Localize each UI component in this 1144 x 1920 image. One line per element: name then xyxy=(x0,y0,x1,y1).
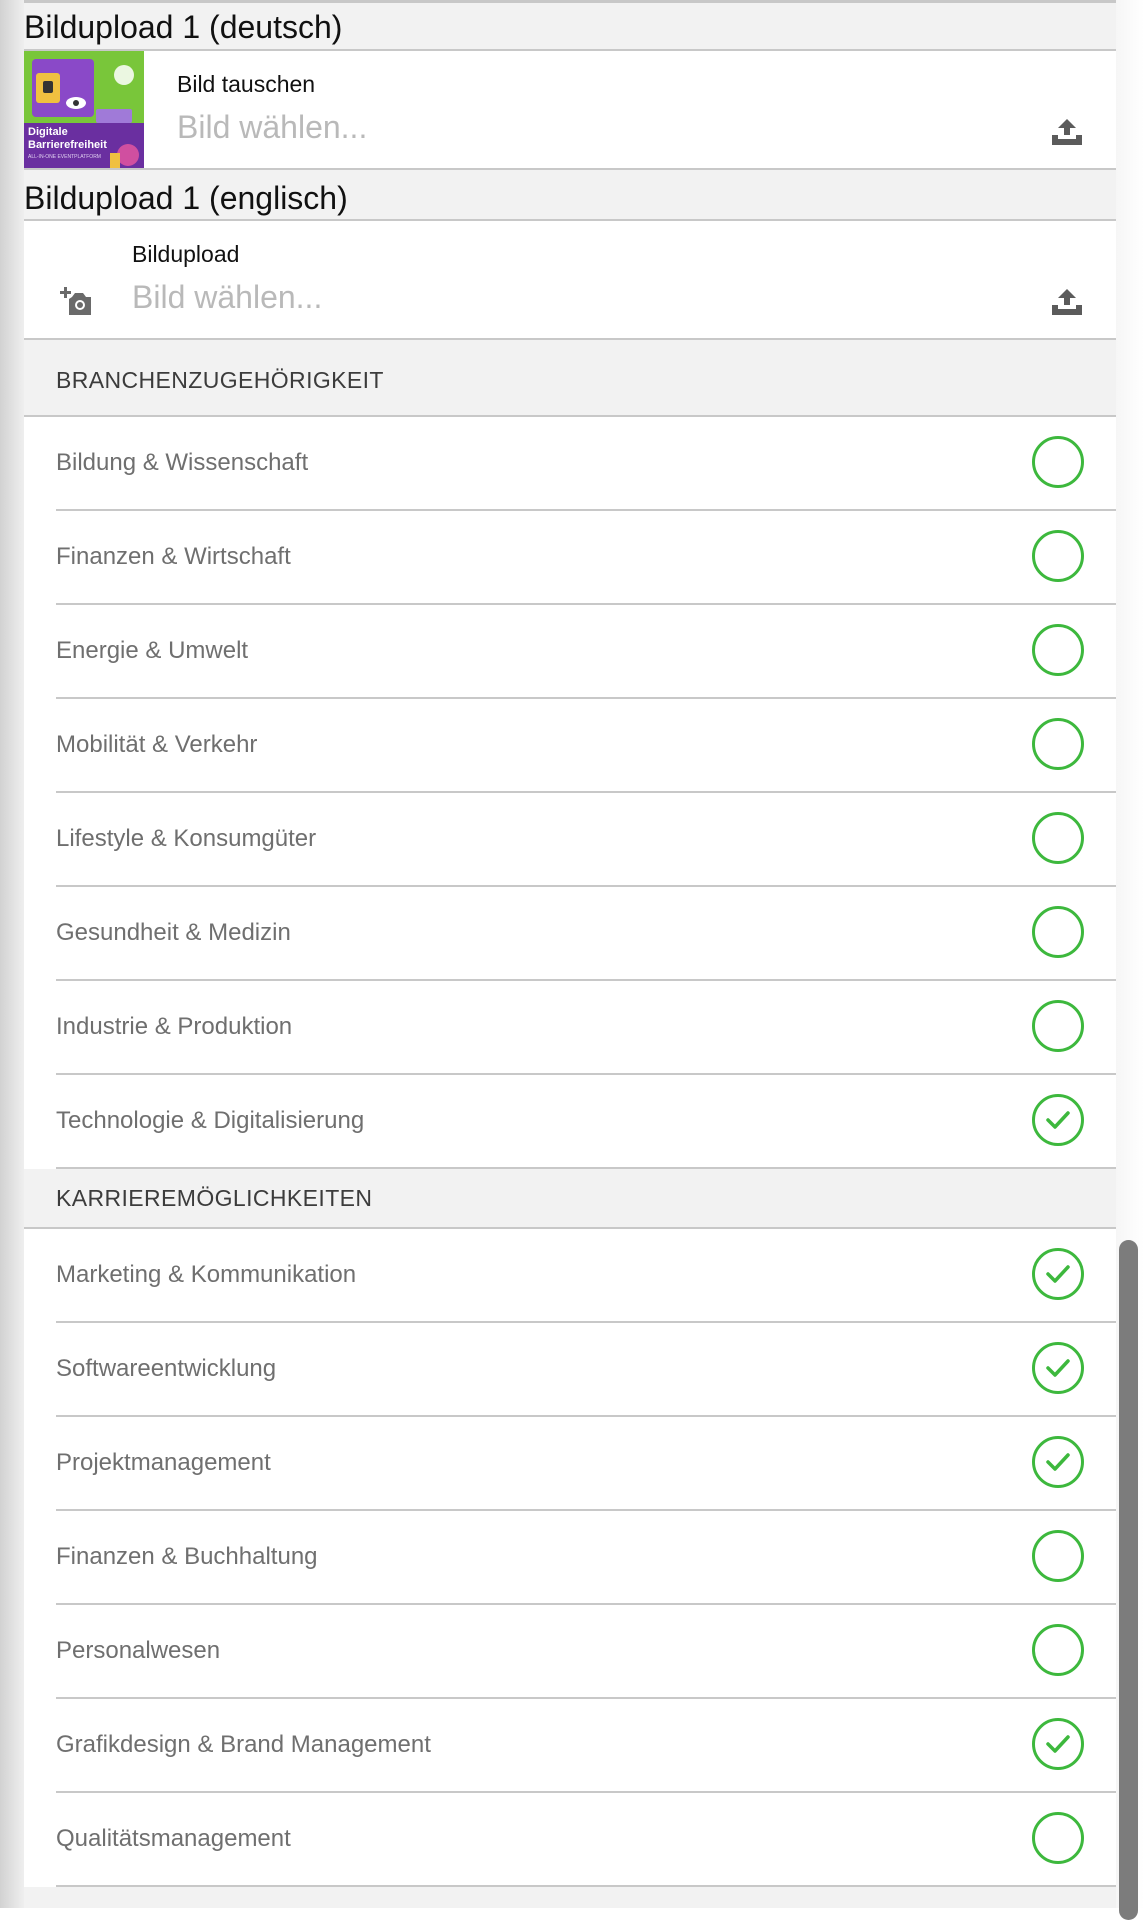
unchecked-circle-icon[interactable] xyxy=(1032,1624,1084,1676)
list-item[interactable] xyxy=(56,887,1116,981)
list-item-label: Personalwesen xyxy=(56,1637,221,1664)
list-item[interactable] xyxy=(56,793,1116,887)
list-item-label: Gesundheit & Medizin xyxy=(56,919,291,946)
upload-en-field[interactable] xyxy=(24,221,1116,340)
list-item-label: Technologie & Digitalisierung xyxy=(56,1107,365,1134)
unchecked-circle-icon[interactable] xyxy=(1032,812,1084,864)
unchecked-circle-icon[interactable] xyxy=(1032,436,1084,488)
list-item[interactable] xyxy=(56,1793,1116,1887)
thumbnail-graphic xyxy=(24,51,144,168)
karriere-list xyxy=(24,1229,1116,1887)
list-item[interactable] xyxy=(56,605,1116,699)
list-item-label: Qualitätsmanagement xyxy=(56,1825,291,1852)
checked-circle-icon[interactable] xyxy=(1032,1342,1084,1394)
list-item[interactable] xyxy=(56,1605,1116,1699)
upload-en-title: Bildupload 1 (englisch) xyxy=(24,170,1116,221)
list-item[interactable] xyxy=(56,1323,1116,1417)
list-item-label: Lifestyle & Konsumgüter xyxy=(56,825,317,852)
checked-circle-icon[interactable] xyxy=(1032,1094,1084,1146)
left-edge-shadow xyxy=(0,0,24,1908)
upload-de-label: Bild tauschen xyxy=(177,71,316,97)
thumbnail-text-1: Digitale xyxy=(28,126,68,138)
list-item-label: Mobilität & Verkehr xyxy=(56,731,258,758)
checked-circle-icon[interactable] xyxy=(1032,1718,1084,1770)
upload-icon[interactable] xyxy=(1050,117,1084,147)
list-item-label: Projektmanagement xyxy=(56,1449,271,1476)
unchecked-circle-icon[interactable] xyxy=(1032,718,1084,770)
thumbnail-text-2: Barrierefreiheit xyxy=(28,139,107,151)
list-item-label: Softwareentwicklung xyxy=(56,1355,277,1382)
thumbnail-text-3: ALL-IN-ONE EVENTPLATFORM xyxy=(28,154,101,160)
list-item-label: Finanzen & Buchhaltung xyxy=(56,1543,318,1570)
list-item-label: Industrie & Produktion xyxy=(56,1013,293,1040)
list-item[interactable] xyxy=(56,1417,1116,1511)
list-item-label: Energie & Umwelt xyxy=(56,637,249,664)
checked-circle-icon[interactable] xyxy=(1032,1436,1084,1488)
list-item[interactable] xyxy=(56,1075,1116,1169)
branchen-header: BRANCHENZUGEHÖRIGKEIT xyxy=(24,340,1116,417)
upload-icon[interactable] xyxy=(1050,287,1084,317)
list-item-label: Finanzen & Wirtschaft xyxy=(56,543,291,570)
list-item[interactable] xyxy=(56,1699,1116,1793)
karriere-header: KARRIEREMÖGLICHKEITEN xyxy=(24,1169,1116,1229)
scrollbar-thumb[interactable] xyxy=(1119,1240,1138,1920)
list-item-label: Grafikdesign & Brand Management xyxy=(56,1731,431,1758)
list-item[interactable] xyxy=(56,511,1116,605)
list-item[interactable] xyxy=(56,981,1116,1075)
list-item[interactable] xyxy=(56,699,1116,793)
list-item-label: Bildung & Wissenschaft xyxy=(56,449,309,476)
unchecked-circle-icon[interactable] xyxy=(1032,624,1084,676)
list-item[interactable] xyxy=(56,417,1116,511)
list-item-label: Marketing & Kommunikation xyxy=(56,1261,357,1288)
unchecked-circle-icon[interactable] xyxy=(1032,906,1084,958)
list-item[interactable] xyxy=(56,1511,1116,1605)
upload-de-title: Bildupload 1 (deutsch) xyxy=(24,3,1116,51)
upload-en-placeholder[interactable]: Bild wählen... xyxy=(132,279,323,315)
upload-de-placeholder[interactable]: Bild wählen... xyxy=(177,109,368,145)
uploaded-image-thumbnail[interactable] xyxy=(24,51,144,168)
unchecked-circle-icon[interactable] xyxy=(1032,530,1084,582)
upload-de-field[interactable] xyxy=(24,51,1116,170)
list-item[interactable] xyxy=(56,1229,1116,1323)
unchecked-circle-icon[interactable] xyxy=(1032,1812,1084,1864)
form-content xyxy=(24,0,1116,1908)
unchecked-circle-icon[interactable] xyxy=(1032,1530,1084,1582)
unchecked-circle-icon[interactable] xyxy=(1032,1000,1084,1052)
add-photo-icon[interactable] xyxy=(60,285,92,317)
branchen-list xyxy=(24,417,1116,1169)
upload-en-label: Bildupload xyxy=(132,241,240,267)
checked-circle-icon[interactable] xyxy=(1032,1248,1084,1300)
